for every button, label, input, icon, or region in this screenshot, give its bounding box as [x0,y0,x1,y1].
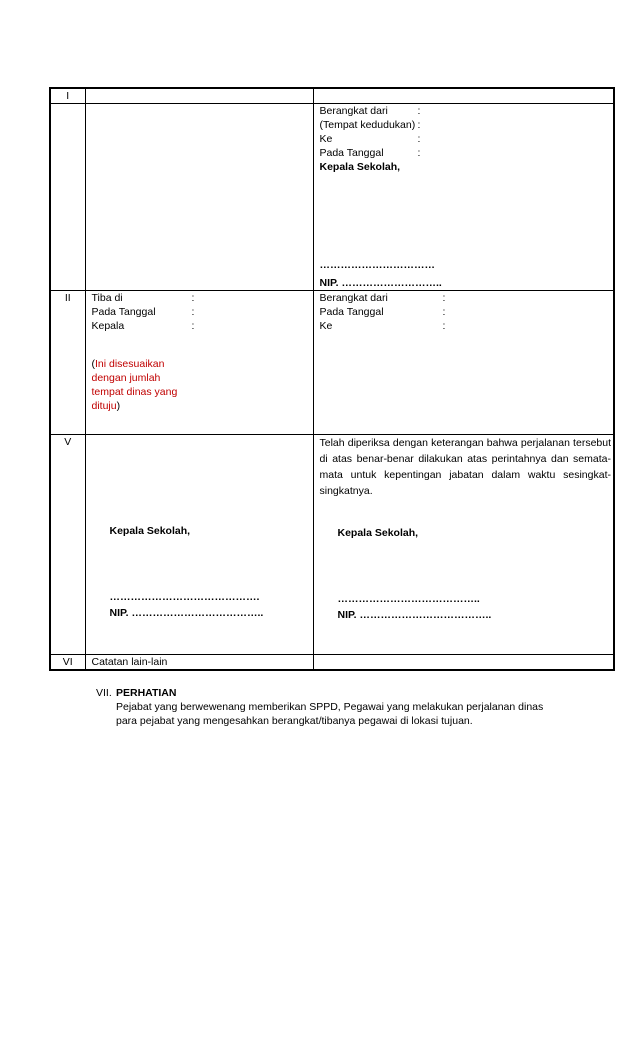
field-label: Tiba di [91,292,123,304]
row-vi-right-cell [313,655,614,671]
field-label: (Tempat kedudukan) [319,119,416,131]
signer-name-line: …………………………… [319,259,435,271]
signer-nip-line: NIP. ……………………….. [319,277,442,289]
field-line [320,291,610,305]
field-label: Kepala [91,320,125,332]
field-line [92,305,309,319]
field-colon: : [191,306,195,318]
notice-number: VII. [96,687,112,699]
note-text: dengan jumlah [91,372,161,384]
field-colon: : [442,320,446,332]
note-text: Ini disesuaikan [95,358,165,370]
notice-text: para pejabat yang mengesahkan berangkat/tibanya pegawai di lokasi tujuan. [116,715,473,727]
field-label: Pada Tanggal [319,147,384,159]
row-i-right-cell [313,104,614,291]
field-line [320,104,610,118]
signer-nip-line: NIP. ……………………………….. [337,609,492,621]
field-colon: : [442,306,446,318]
field-label: Pada Tanggal [91,306,156,318]
field-line [320,146,610,160]
field-line [92,291,309,305]
row-number: II [50,291,85,435]
row-ii [50,291,614,435]
row-i-left-cell [85,104,313,291]
field-line [320,319,610,333]
note-block [92,357,309,413]
field-colon: : [442,292,446,304]
field-colon: : [191,292,195,304]
field-line [320,305,610,319]
signer-title: Kepala Sekolah, [337,527,419,539]
row-vi-label: Catatan lain-lain [85,655,313,671]
row-number: VI [50,655,85,671]
note-paren-close: ) [116,400,121,412]
sppd-form-table [49,87,615,671]
signer-nip-line: NIP. ……………………………….. [109,607,264,619]
row-i-number-cell [50,104,85,291]
field-colon: : [417,147,421,159]
field-colon: : [417,119,421,131]
notice-title: PERHATIAN [116,687,177,699]
notice-text: Pejabat yang berwewenang memberikan SPPD, Pegawai yang melakukan perjalanan dinas [116,701,544,713]
notice-section [96,686,576,728]
note-paren-open: ( [91,358,95,370]
verification-statement: Telah diperiksa dengan keterangan bahwa perjalanan tersebut di atas benar-benar dilakukan atas perintahnya dan semata-mata untuk kepentingan jabatan dalam waktu sesingkat-singkatnya. [319,437,611,497]
field-label: Berangkat dari [319,292,388,304]
row-i-left-header [85,88,313,104]
row-ii-left-cell [85,291,313,435]
signer-name-line: ………………………………….. [337,593,480,605]
field-label: Pada Tanggal [319,306,384,318]
row-number: I [50,88,85,104]
field-colon: : [417,133,421,145]
field-colon: : [191,320,195,332]
field-label: Berangkat dari [319,105,388,117]
row-v-left-cell [85,435,313,655]
signer-title: Kepala Sekolah, [109,525,191,537]
note-text: tempat dinas yang [91,386,178,398]
signer-name-line: ……………………………………. [109,591,260,603]
row-v-right-cell [313,435,614,655]
row-number: V [50,435,85,655]
field-line [320,132,610,146]
row-i-right-header [313,88,614,104]
field-label: Ke [319,133,333,145]
row-i-body [50,104,614,291]
field-line [320,118,610,132]
row-v [50,435,614,655]
row-ii-right-cell [313,291,614,435]
note-text: dituju [91,400,117,412]
field-colon: : [417,105,421,117]
field-label: Ke [319,320,333,332]
signer-title: Kepala Sekolah, [319,161,401,173]
row-i-header [50,88,614,104]
row-vi [50,655,614,671]
field-line [92,319,309,333]
